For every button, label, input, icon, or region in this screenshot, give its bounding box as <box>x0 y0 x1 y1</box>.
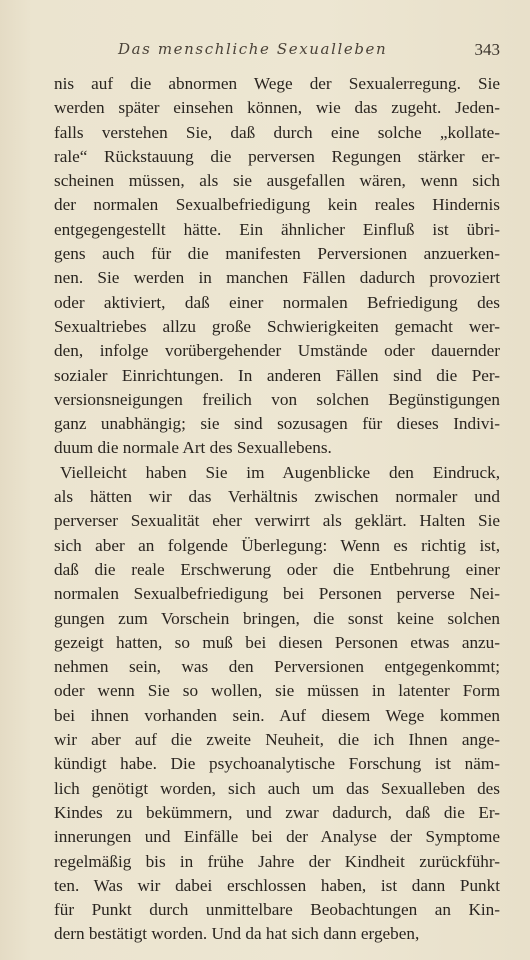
running-title: Das menschliche Sexualleben <box>118 40 388 58</box>
text-line: sich aber an folgende Überlegung: Wenn es richtig ist, <box>54 535 500 555</box>
text-line: dern bestätigt worden. Und da hat sich dann ergeben, <box>54 924 420 944</box>
text-line: lich genötigt worden, sich auch um das Sexualleben des <box>54 778 500 798</box>
text-line: oder aktiviert, daß einer normalen Befriedigung des <box>54 292 500 312</box>
text-line: oder wenn Sie so wollen, sie müssen in latenter Form <box>54 681 500 701</box>
text-line: für Punkt durch unmittelbare Beobachtungen an Kin- <box>54 900 500 920</box>
text-line: gungen zum Vorschein bringen, die sonst keine solchen <box>54 608 500 628</box>
running-head <box>54 40 500 62</box>
body-text <box>54 72 500 947</box>
text-line: nen. Sie werden in manchen Fällen dadurch provoziert <box>54 268 500 288</box>
text-line: perverser Sexualität eher verwirrt als geklärt. Halten Sie <box>54 511 500 531</box>
text-line: Sexualtriebes allzu große Schwierigkeiten gemacht wer- <box>54 316 500 336</box>
page-number: 343 <box>474 40 500 59</box>
text-line: scheinen müssen, als sie ausgefallen wären, wenn sich <box>54 171 500 191</box>
text-line: gezeigt hatten, so muß bei diesen Personen etwas anzu- <box>54 632 500 652</box>
text-line: werden später einsehen können, wie das zugeht. Jeden- <box>54 98 500 118</box>
text-line: duum die normale Art des Sexuallebens. <box>54 438 332 458</box>
text-line: regelmäßig bis in frühe Jahre der Kindheit zurückführ- <box>54 851 500 871</box>
text-line: den, infolge vorübergehender Umstände oder dauernder <box>54 341 500 361</box>
text-line: normalen Sexualbefriedigung bei Personen perverse Nei- <box>54 584 500 604</box>
text-line: gens auch für die manifesten Perversionen anzuerken- <box>54 244 500 264</box>
text-line: rale“ Rückstauung die perversen Regungen stärker er- <box>54 146 500 166</box>
text-line: nis auf die abnormen Wege der Sexualerregung. Sie <box>54 74 500 93</box>
text-line: entgegengestellt hätte. Ein ähnlicher Einfluß ist übri- <box>54 219 500 239</box>
text-line: ganz unabhängig; sie sind sozusagen für dieses Indivi- <box>54 414 500 434</box>
text-line: daß die reale Erschwerung oder die Entbehrung einer <box>54 559 500 579</box>
text-line: kündigt habe. Die psychoanalytische Forschung ist näm- <box>54 754 500 774</box>
text-line: als hätten wir das Verhältnis zwischen normaler und <box>54 487 500 507</box>
text-line: ten. Was wir dabei erschlossen haben, ist dann Punkt <box>54 875 500 895</box>
text-line: innerungen und Einfälle bei der Analyse der Symptome <box>54 827 500 847</box>
text-line: versionsneigungen freilich von solchen Begünstigungen <box>54 389 500 409</box>
text-line: falls verstehen Sie, daß durch eine solche „kollate- <box>54 122 500 142</box>
text-line: Kindes zu bekümmern, und zwar dadurch, daß die Er- <box>54 802 500 822</box>
text-line: wir aber auf die zweite Neuheit, die ich Ihnen ange- <box>54 730 500 750</box>
text-line: nehmen sein, was den Perversionen entgegenkommt; <box>54 657 500 677</box>
text-line: sozialer Einrichtungen. In anderen Fällen sind die Per- <box>54 365 500 385</box>
text-line: der normalen Sexualbefriedigung kein reales Hindernis <box>54 195 500 215</box>
text-line: bei ihnen vorhanden sein. Auf diesem Wege kommen <box>54 705 500 725</box>
text-line: Vielleicht haben Sie im Augenblicke den Eindruck, <box>60 462 500 482</box>
